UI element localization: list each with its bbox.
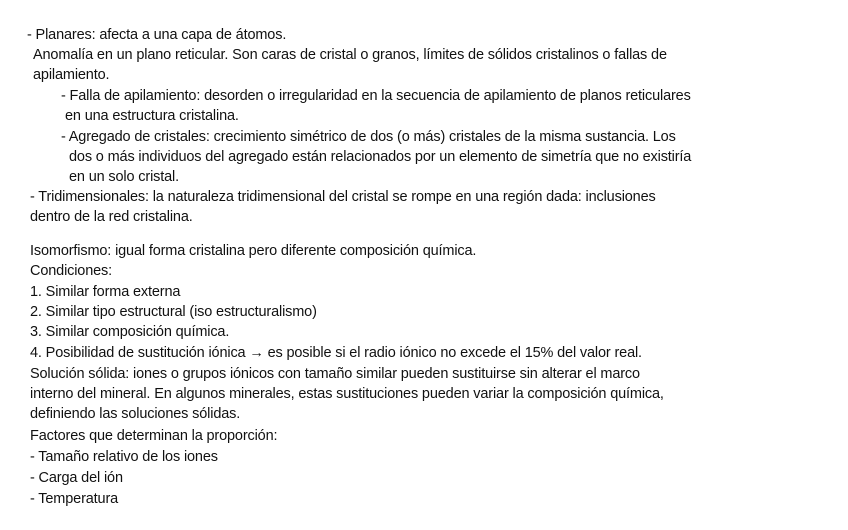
factores-heading: Factores que determinan la proporción: — [30, 428, 278, 444]
tridimensionales-line: dentro de la red cristalina. — [30, 209, 193, 225]
planares-description-line: apilamiento. — [33, 67, 110, 83]
agregado-cristales-line: dos o más individuos del agregado están relacionados por un elemento de simetría que no existiría — [69, 149, 692, 165]
falla-apilamiento-line: en una estructura cristalina. — [65, 108, 239, 124]
solucion-solida-line: definiendo las soluciones sólidas. — [30, 406, 241, 422]
solucion-solida-line: interno del mineral. En algunos minerales, estas sustituciones pueden variar la composición química, — [30, 386, 664, 402]
factor-item: - Tamaño relativo de los iones — [30, 449, 218, 465]
falla-apilamiento-bullet: - Falla de apilamiento: desorden o irregularidad en la secuencia de apilamiento de planos reticulares — [61, 88, 691, 104]
solucion-solida-line: Solución sólida: iones o grupos iónicos con tamaño similar pueden sustituirse sin alterar el marco — [30, 366, 640, 382]
factor-item: - Temperatura — [30, 491, 119, 507]
agregado-cristales-line: en un solo cristal. — [69, 169, 179, 185]
condicion-item: 2. Similar tipo estructural (iso estructuralismo) — [30, 304, 317, 320]
condiciones-heading: Condiciones: — [30, 263, 113, 279]
condicion-item: 1. Similar forma externa — [30, 284, 181, 300]
planares-description-line: Anomalía en un plano reticular. Son caras de cristal o granos, límites de sólidos cristalinos o fallas de — [33, 47, 667, 63]
factor-item: - Carga del ión — [30, 470, 123, 486]
condicion-item: 3. Similar composición química. — [30, 324, 230, 340]
isomorfismo-definition: Isomorfismo: igual forma cristalina pero diferente composición química. — [30, 243, 477, 259]
agregado-cristales-bullet: - Agregado de cristales: crecimiento simétrico de dos (o más) cristales de la misma sustancia. Los — [61, 129, 676, 145]
planares-bullet: - Planares: afecta a una capa de átomos. — [27, 27, 287, 43]
condicion-item: 4. Posibilidad de sustitución iónica → es posible si el radio iónico no excede el 15% del valor real. — [30, 345, 642, 361]
tridimensionales-bullet: - Tridimensionales: la naturaleza tridimensional del cristal se rompe en una región dada: inclusiones — [30, 189, 656, 205]
